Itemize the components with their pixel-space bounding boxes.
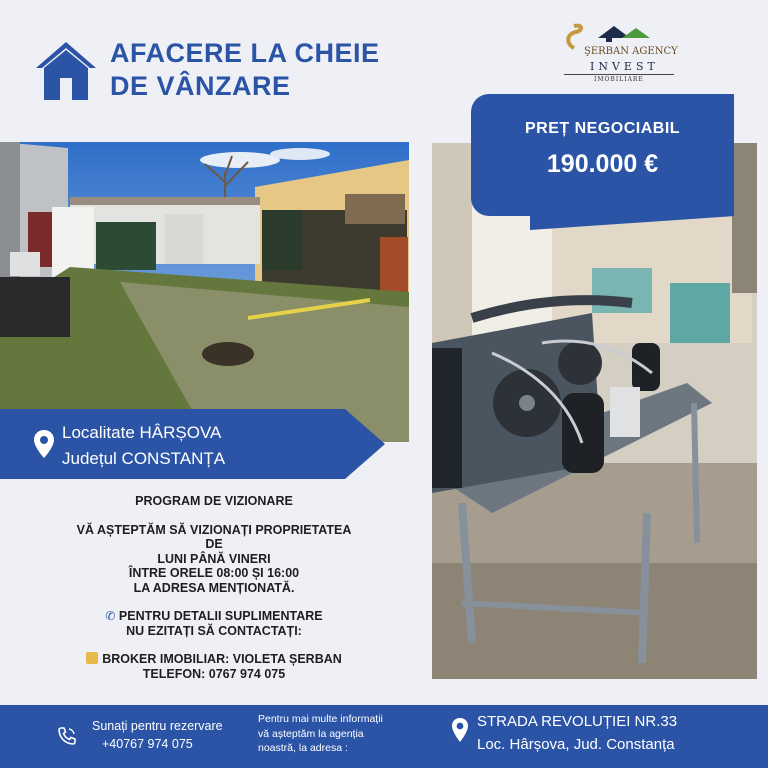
- viewing-line-4: ÎNTRE ORELE 08:00 ȘI 16:00: [128, 566, 300, 580]
- location-text: [62, 420, 225, 472]
- house-icon: [34, 40, 98, 102]
- price-label: PREȚ NEGOCIABIL: [524, 120, 681, 137]
- price-value: 190.000 €: [546, 150, 659, 178]
- viewing-heading: PROGRAM DE VIZIONARE: [135, 494, 293, 508]
- phone-ring-icon: [56, 725, 78, 747]
- details-line-1: ✆ PENTRU DETALII SUPLIMENTARE: [105, 609, 323, 623]
- price-banner-tail: [530, 216, 735, 230]
- footer-info-line-3: noastră, la adresa :: [258, 742, 348, 754]
- logo-divider: [564, 74, 674, 75]
- footer-address-street: STRADA REVOLUȚIEI NR.33: [477, 713, 678, 730]
- viewing-schedule: [22, 494, 406, 681]
- address-pin-icon: [451, 717, 469, 743]
- footer-info-line-1: Pentru mai multe informații: [258, 713, 383, 725]
- phone-icon: ✆: [105, 609, 116, 623]
- viewing-line-2: DE: [205, 537, 223, 551]
- footer-bar: [0, 705, 768, 768]
- broker-phone[interactable]: TELEFON: 0767 974 075: [142, 666, 286, 681]
- footer-info-line-2: vă așteptăm la agenția: [258, 727, 364, 740]
- viewing-line-1: VĂ AȘTEPTĂM SĂ VIZIONAȚI PROPRIETATEA: [76, 522, 352, 537]
- logo-imobiliare: IMOBILIARE: [594, 76, 644, 83]
- viewing-line-5: LA ADRESA MENȚIONATĂ.: [133, 580, 295, 595]
- broker-line: BROKER IMOBILIAR: VIOLETA ȘERBAN: [22, 652, 406, 667]
- logo-agency-name: ŞERBAN AGENCY: [584, 46, 678, 57]
- details-line-2: NU EZITAȚI SĂ CONTACTAȚI:: [126, 623, 302, 638]
- footer-call-label: Sunați pentru rezervare: [92, 719, 223, 733]
- title-line-2: DE VÂNZARE: [110, 71, 291, 101]
- courtyard-photo: [0, 142, 409, 442]
- agency-logo: [560, 20, 680, 100]
- location-county: Județul CONSTANȚA: [62, 449, 226, 468]
- broker-icon: [86, 652, 98, 664]
- viewing-line-3: LUNI PÂNĂ VINERI: [157, 551, 271, 566]
- price-banner: [471, 94, 734, 216]
- location-locality: Localitate HÂRȘOVA: [62, 423, 222, 442]
- title-line-1: AFACERE LA CHEIE: [110, 38, 380, 68]
- location-pin-icon: [33, 429, 55, 459]
- page-title: [110, 37, 380, 103]
- logo-invest: INVEST: [590, 60, 659, 73]
- footer-info: [258, 712, 383, 756]
- footer-call-number[interactable]: +40767 974 075: [102, 737, 193, 751]
- footer-address-locality: Loc. Hârșova, Jud. Constanța: [477, 736, 675, 753]
